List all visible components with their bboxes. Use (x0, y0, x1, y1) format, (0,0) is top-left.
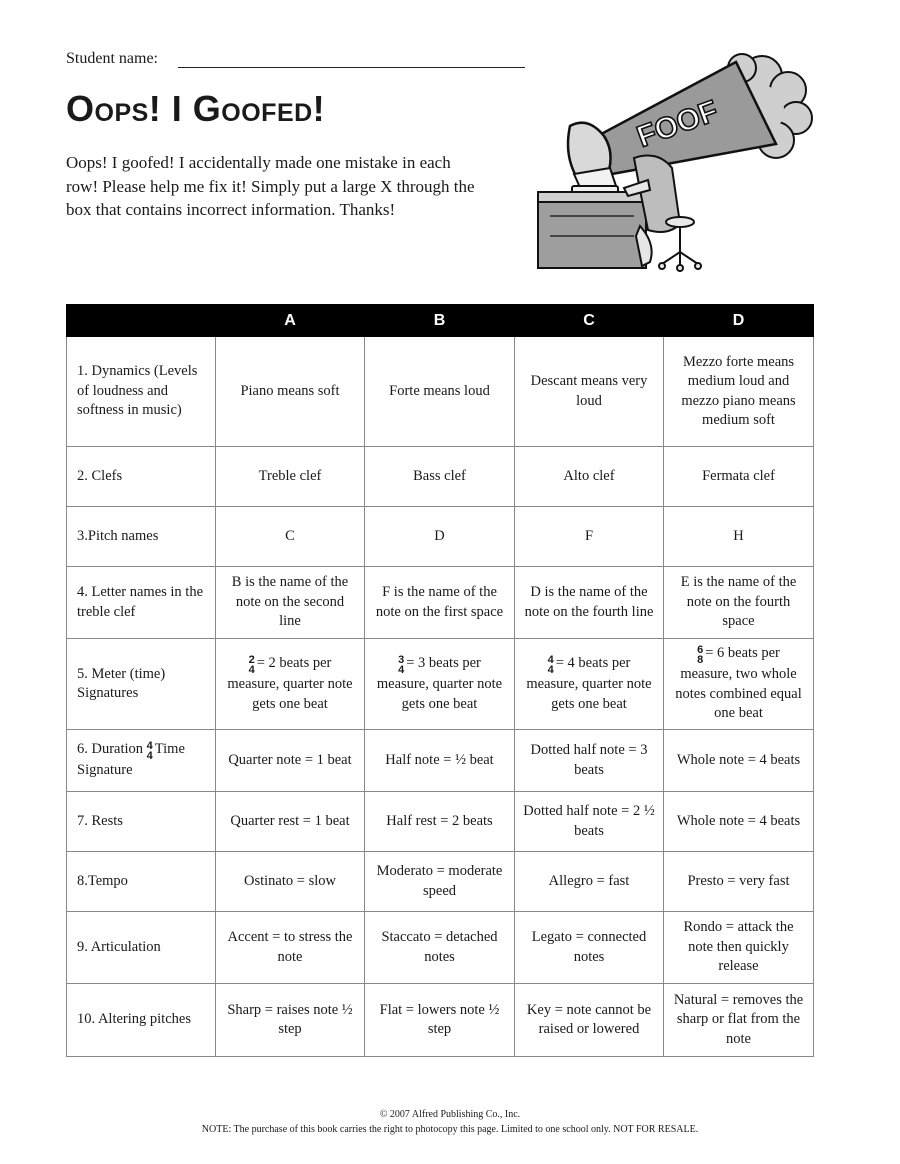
answer-cell[interactable]: Quarter note = 1 beat (216, 730, 365, 792)
student-name-line[interactable] (178, 67, 525, 68)
answer-cell[interactable]: Ostinato = slow (216, 852, 365, 912)
answer-cell[interactable]: Fermata clef (664, 447, 814, 507)
answer-cell[interactable]: Mezzo forte means medium loud and mezzo piano means medium soft (664, 337, 814, 447)
row-label: 1. Dynamics (Levels of loudness and softness in music) (67, 337, 216, 447)
answer-cell[interactable]: Dotted half note = 3 beats (515, 730, 664, 792)
row-label: 9. Articulation (67, 912, 216, 984)
music-quiz-table (66, 304, 814, 1057)
answer-cell[interactable]: Alto clef (515, 447, 664, 507)
answer-cell[interactable]: 3 4 = 3 beats per measure, quarter note gets one beat (365, 639, 515, 730)
answer-cell[interactable]: Whole note = 4 beats (664, 792, 814, 852)
answer-cell[interactable]: Accent = to stress the note (216, 912, 365, 984)
answer-cell[interactable]: Half rest = 2 beats (365, 792, 515, 852)
answer-cell[interactable]: Key = note cannot be raised or lowered (515, 984, 664, 1057)
answer-cell[interactable]: H (664, 507, 814, 567)
time-signature-3-4: 3 4 (398, 654, 405, 676)
header-blank (67, 305, 216, 337)
student-name-label: Student name: (66, 50, 158, 67)
answer-cell[interactable]: Descant means very loud (515, 337, 664, 447)
table-row (67, 912, 814, 984)
row-label: 7. Rests (67, 792, 216, 852)
answer-cell[interactable]: Flat = lowers note ½ step (365, 984, 515, 1057)
answer-cell[interactable]: Natural = removes the sharp or flat from the note (664, 984, 814, 1057)
answer-cell[interactable]: Sharp = raises note ½ step (216, 984, 365, 1057)
answer-cell[interactable]: Dotted half note = 2 ½ beats (515, 792, 664, 852)
megaphone-computer-illustration (530, 40, 820, 272)
row-label: 2. Clefs (67, 447, 216, 507)
table-row (67, 852, 814, 912)
answer-cell[interactable]: Whole note = 4 beats (664, 730, 814, 792)
table-row (67, 567, 814, 639)
row-label: 3.Pitch names (67, 507, 216, 567)
copyright-notice: © 2007 Alfred Publishing Co., Inc. (379, 1109, 521, 1120)
answer-cell[interactable]: C (216, 507, 365, 567)
answer-cell[interactable]: Staccato = detached notes (365, 912, 515, 984)
column-header-d: D (664, 305, 814, 337)
answer-cell[interactable]: 6 8 = 6 beats per measure, two whole notes combined equal one beat (664, 639, 814, 730)
intro-text: Oops! I goofed! I accidentally made one mistake in each row! Please help me fix it! Simply put a large X through the box that contains incorrect information. Thanks! (66, 153, 475, 219)
answer-cell[interactable]: E is the name of the note on the fourth space (664, 567, 814, 639)
row-label: 8.Tempo (67, 852, 216, 912)
column-header-a: A (216, 305, 365, 337)
row-label: 4. Letter names in the treble clef (67, 567, 216, 639)
answer-cell[interactable]: Moderato = moderate speed (365, 852, 515, 912)
answer-cell[interactable]: Rondo = attack the note then quickly release (664, 912, 814, 984)
table-row (67, 507, 814, 567)
page-title: Oops! I Goofed! (66, 88, 326, 129)
desk (538, 192, 646, 268)
foof-sign-text: FOOF (632, 94, 723, 154)
answer-cell[interactable]: 4 4 = 4 beats per measure, quarter note gets one beat (515, 639, 664, 730)
column-header-c: C (515, 305, 664, 337)
time-signature-2-4: 2 4 (248, 654, 255, 676)
answer-cell[interactable]: Bass clef (365, 447, 515, 507)
answer-cell[interactable]: Forte means loud (365, 337, 515, 447)
row-label: 6. Duration 4 4 Time Signature (67, 730, 216, 792)
answer-cell[interactable]: Allegro = fast (515, 852, 664, 912)
answer-cell[interactable]: Legato = connected notes (515, 912, 664, 984)
answer-cell[interactable]: F (515, 507, 664, 567)
time-signature-4-4: 4 4 (547, 654, 554, 676)
answer-cell[interactable]: Quarter rest = 1 beat (216, 792, 365, 852)
answer-cell[interactable]: 2 4 = 2 beats per measure, quarter note gets one beat (216, 639, 365, 730)
time-signature-4-4: 4 4 (146, 740, 153, 763)
answer-cell[interactable]: B is the name of the note on the second line (216, 567, 365, 639)
table-row (67, 984, 814, 1057)
photocopy-note: NOTE: The purchase of this book carries the right to photocopy this page. Limited to one school only. NOT FOR RESALE. (201, 1124, 699, 1135)
time-signature-6-8: 6 8 (697, 644, 704, 667)
row-label: 5. Meter (time) Signatures (67, 639, 216, 730)
answer-cell[interactable]: Piano means soft (216, 337, 365, 447)
answer-cell[interactable]: D is the name of the note on the fourth line (515, 567, 664, 639)
column-header-b: B (365, 305, 515, 337)
answer-cell[interactable]: Presto = very fast (664, 852, 814, 912)
row-label: 10. Altering pitches (67, 984, 216, 1057)
table-row (67, 337, 814, 447)
answer-cell[interactable]: D (365, 507, 515, 567)
answer-cell[interactable]: F is the name of the note on the first space (365, 567, 515, 639)
answer-cell[interactable]: Half note = ½ beat (365, 730, 515, 792)
table-row (67, 792, 814, 852)
table-header-row (67, 305, 814, 337)
table-row (67, 447, 814, 507)
answer-cell[interactable]: Treble clef (216, 447, 365, 507)
table-row (67, 730, 814, 792)
table-row (67, 639, 814, 730)
